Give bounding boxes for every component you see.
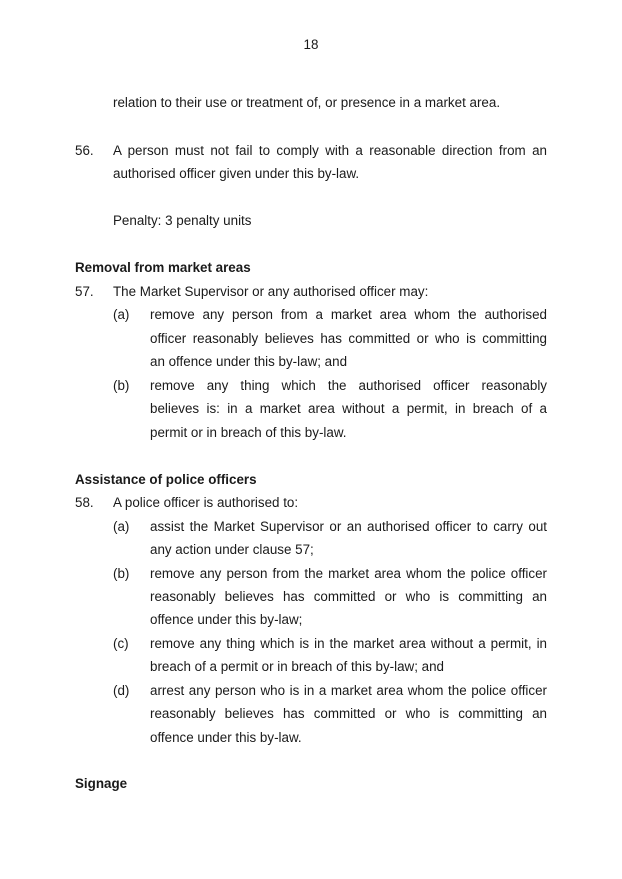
clause-57-item-a-line-2: officer reasonably believes has committed or who is committing xyxy=(150,331,547,346)
clause-56-number: 56. xyxy=(75,143,94,158)
removal-heading: Removal from market areas xyxy=(75,260,251,275)
clause-58-item-a-line-2: any action under clause 57; xyxy=(150,542,314,557)
page-number: 18 xyxy=(303,37,319,52)
clause-57-item-b-label: (b) xyxy=(113,378,130,393)
clause-58-item-b-line-3: offence under this by-law; xyxy=(150,612,303,627)
clause-58-item-d-line-1: arrest any person who is in a market area whom the police officer xyxy=(150,683,547,698)
clause-56-line-2: authorised officer given under this by-law. xyxy=(113,166,360,181)
clause-58-item-a-label: (a) xyxy=(113,519,130,534)
clause-58-item-a-line-1: assist the Market Supervisor or an authorised officer to carry out xyxy=(150,519,547,534)
clause-56-line-1: A person must not fail to comply with a reasonable direction from an xyxy=(113,143,547,158)
clause-58-intro: A police officer is authorised to: xyxy=(113,495,299,510)
clause-57-item-b-line-2: believes is: in a market area without a permit, in breach of a xyxy=(150,401,547,416)
clause-58-item-b-line-1: remove any person from the market area whom the police officer xyxy=(150,566,547,581)
clause-58-item-d-line-3: offence under this by-law. xyxy=(150,730,302,745)
continuation-text: relation to their use or treatment of, or presence in a market area. xyxy=(113,95,501,110)
clause-57-item-a-label: (a) xyxy=(113,307,130,322)
clause-57-item-a-line-1: remove any person from a market area whom the authorised xyxy=(150,307,547,322)
signage-heading: Signage xyxy=(75,776,128,791)
clause-57-number: 57. xyxy=(75,284,94,299)
clause-58-item-c-line-2: breach of a permit or in breach of this by-law; and xyxy=(150,659,444,674)
police-heading: Assistance of police officers xyxy=(75,472,257,487)
clause-58-item-b-label: (b) xyxy=(113,566,130,581)
clause-58-item-d-line-2: reasonably believes has committed or who is committing an xyxy=(150,706,547,721)
clause-58-number: 58. xyxy=(75,495,94,510)
clause-57-intro: The Market Supervisor or any authorised officer may: xyxy=(113,284,429,299)
penalty-text: Penalty: 3 penalty units xyxy=(113,213,252,228)
clause-58-item-d-label: (d) xyxy=(113,683,130,698)
clause-57-item-b-line-1: remove any thing which the authorised officer reasonably xyxy=(150,378,547,393)
clause-58-item-c-label: (c) xyxy=(113,636,129,651)
clause-58-item-b-line-2: reasonably believes has committed or who is committing an xyxy=(150,589,547,604)
clause-57-item-a-line-3: an offence under this by-law; and xyxy=(150,354,348,369)
clause-58-item-c-line-1: remove any thing which is in the market area without a permit, in xyxy=(150,636,547,651)
clause-57-item-b-line-3: permit or in breach of this by-law. xyxy=(150,425,347,440)
